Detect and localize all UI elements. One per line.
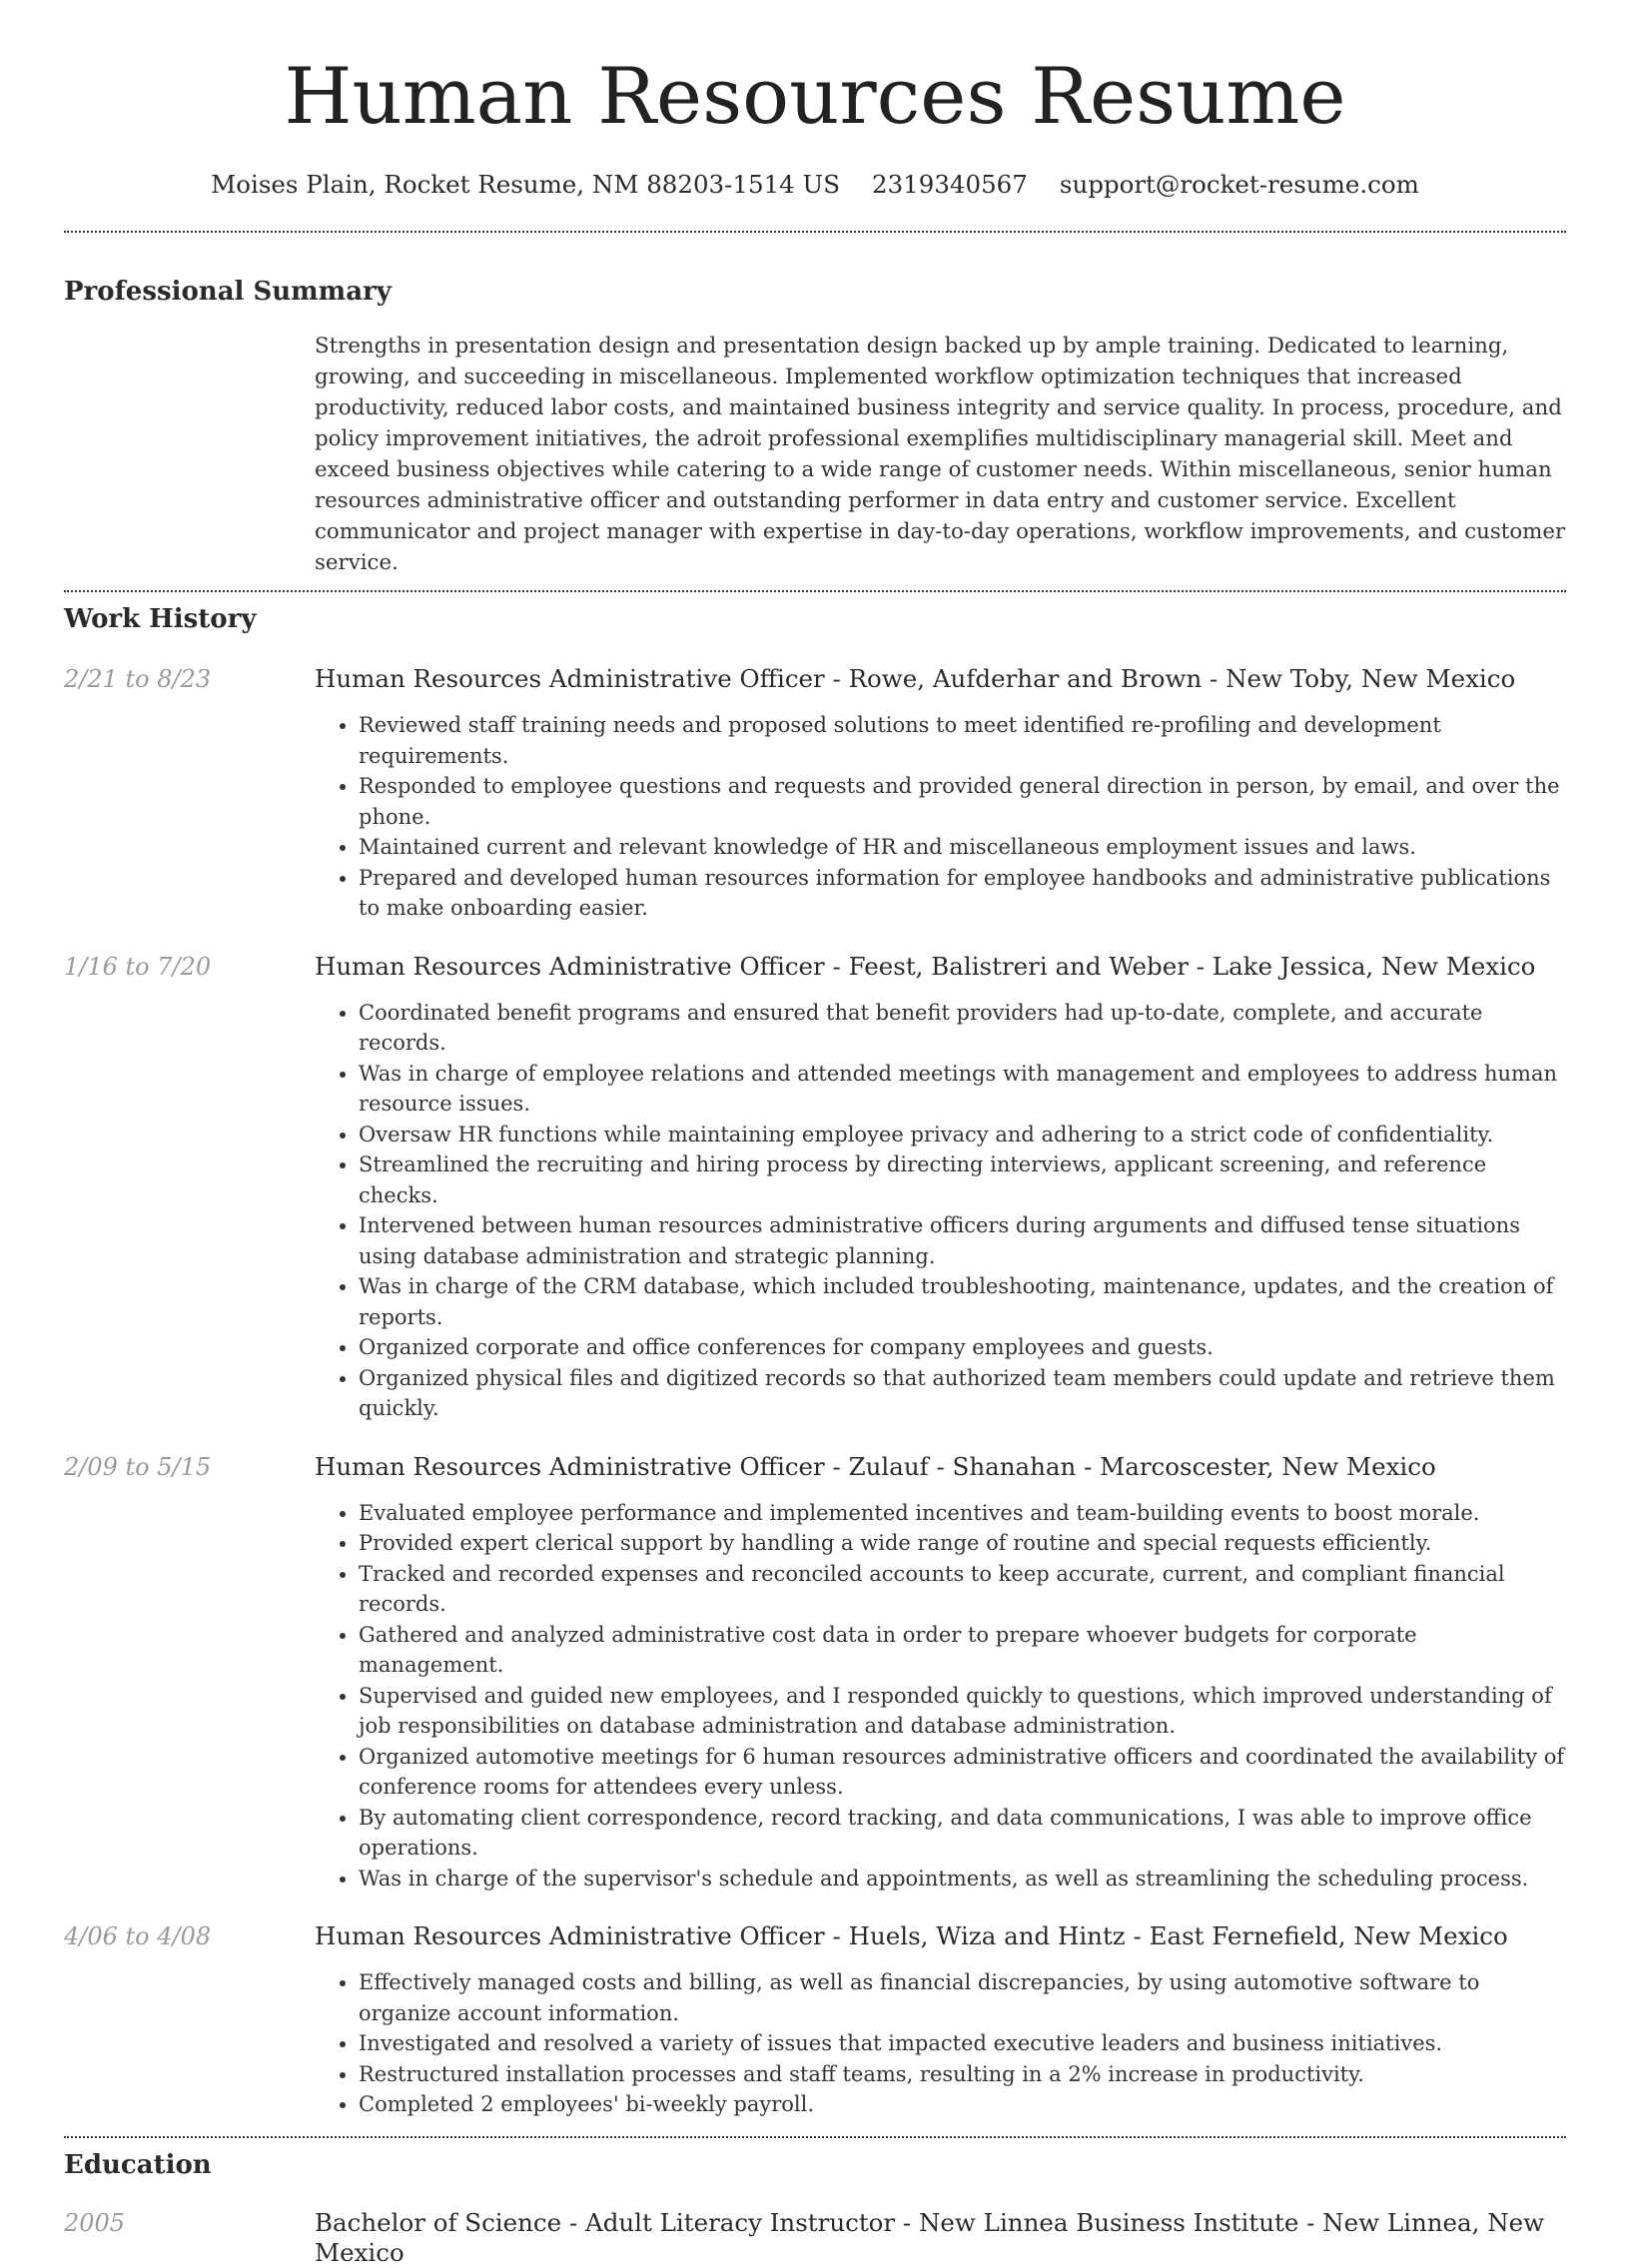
job-bullet: • Prepared and developed human resources information for employee handbooks and administrative publications to make onboarding easier. [359, 863, 1566, 924]
divider [64, 590, 1566, 592]
job-body [315, 1921, 1566, 2120]
job-entry [64, 952, 1566, 1424]
phone-text: 2319340567 [871, 170, 1028, 199]
education-body [315, 2208, 1566, 2268]
job-entry [64, 664, 1566, 924]
job-bullet: • Responded to employee questions and requests and provided general direction in person, by email, and over the phone. [359, 771, 1566, 832]
job-bullet: • Oversaw HR functions while maintaining employee privacy and adhering to a strict code of confidentiality. [359, 1120, 1566, 1150]
job-bullet: • Supervised and guided new employees, and I responded quickly to questions, which improved understanding of job responsibilities on database administration and database administration. [359, 1681, 1566, 1742]
job-bullet: • Organized automotive meetings for 6 human resources administrative officers and coordinated the availability of conference rooms for attendees every unless. [359, 1742, 1566, 1803]
job-bullet: • Intervened between human resources administrative officers during arguments and diffused tense situations using database administration and strategic planning. [359, 1210, 1566, 1271]
job-title: Human Resources Administrative Officer - Zulauf - Shanahan - Marcoscester, New Mexico [315, 1451, 1436, 1481]
job-bullet: • Was in charge of the supervisor's schedule and appointments, as well as streamlining the scheduling process. [359, 1864, 1566, 1894]
job-bullet: • Organized physical files and digitized records so that authorized team members could update and retrieve them quickly. [359, 1363, 1566, 1424]
job-bullet: • Tracked and recorded expenses and reconciled accounts to keep accurate, current, and compliant financial records. [359, 1559, 1566, 1620]
section-title-education: Education [64, 2149, 212, 2180]
section-title-work-history: Work History [64, 604, 257, 634]
job-body [315, 952, 1566, 1424]
job-bullet: • Effectively managed costs and billing, as well as financial discrepancies, by using automotive software to organize account information. [359, 1967, 1566, 2028]
job-bullet: • Completed 2 employees' bi-weekly payroll. [359, 2089, 1566, 2120]
job-title: Human Resources Administrative Officer - Feest, Balistreri and Weber - Lake Jessica, New Mexico [315, 951, 1536, 981]
divider [64, 2136, 1566, 2138]
job-entry [64, 1452, 1566, 1894]
job-date: 4/06 to 4/08 [64, 1922, 212, 1950]
job-bullets [315, 998, 1566, 1424]
job-entry [64, 1921, 1566, 2120]
job-bullet: • Was in charge of employee relations and attended meetings with management and employees to address human resource issues. [359, 1059, 1566, 1120]
job-bullet: • Provided expert clerical support by handling a wide range of routine and special requests efficiently. [359, 1528, 1566, 1559]
education-degree: Bachelor of Science - Adult Literacy Instructor - New Linnea Business Institute - New Linnea, New Mexico [315, 2207, 1545, 2267]
summary-paragraph: Strengths in presentation design and presentation design backed up by ample training. Dedicated to learning, growing, and succeeding in miscellaneous. Implemented workflow optimization techniques that increased productivity, reduced labor costs, and maintained business integrity and service quality. In process, procedure, and policy improvement initiatives, the adroit professional exemplifies multidisciplinary managerial skill. Meet and exceed business objectives while catering to a wide range of customer needs. Within miscellaneous, senior human resources administrative officer and outstanding performer in data entry and customer service. Excellent communicator and project manager with expertise in day-to-day operations, workflow improvements, and customer service. [315, 334, 1566, 575]
job-bullet: • Coordinated benefit programs and ensured that benefit providers had up-to-date, complete, and accurate records. [359, 998, 1566, 1059]
job-bullets [315, 710, 1566, 924]
job-body [315, 664, 1566, 924]
section-title-summary: Professional Summary [64, 277, 392, 307]
job-bullet: • Evaluated employee performance and implemented incentives and team-building events to boost morale. [359, 1498, 1566, 1529]
education-entry [64, 2208, 1566, 2268]
resume-title: Human Resources Resume [284, 52, 1346, 142]
job-title: Human Resources Administrative Officer - Rowe, Aufderhar and Brown - New Toby, New Mexico [315, 664, 1516, 693]
job-bullet: • Streamlined the recruiting and hiring process by directing interviews, applicant screening, and reference checks. [359, 1149, 1566, 1210]
education-date: 2005 [64, 2208, 126, 2237]
email-text: support@rocket-resume.com [1059, 170, 1419, 199]
address-text: Moises Plain, Rocket Resume, NM 88203-1514 US [211, 170, 840, 199]
job-bullet: • By automating client correspondence, record tracking, and data communications, I was able to improve office operations. [359, 1803, 1566, 1864]
contact-line [64, 170, 1566, 199]
divider [64, 231, 1566, 233]
job-bullets [315, 1967, 1566, 2120]
job-bullet: • Gathered and analyzed administrative cost data in order to prepare whoever budgets for corporate management. [359, 1620, 1566, 1681]
job-bullet: • Reviewed staff training needs and proposed solutions to meet identified re-profiling and development requirements. [359, 710, 1566, 771]
job-bullet: • Organized corporate and office conferences for company employees and guests. [359, 1332, 1566, 1363]
job-date: 2/21 to 8/23 [64, 665, 212, 693]
job-bullets [315, 1498, 1566, 1894]
job-body [315, 1452, 1566, 1894]
job-title: Human Resources Administrative Officer - Huels, Wiza and Hintz - East Fernefield, New Mexico [315, 1921, 1508, 1950]
resume-page [64, 0, 1566, 2268]
job-date: 2/09 to 5/15 [64, 1452, 212, 1481]
job-bullet: • Restructured installation processes and staff teams, resulting in a 2% increase in productivity. [359, 2059, 1566, 2090]
job-bullet: • Maintained current and relevant knowledge of HR and miscellaneous employment issues and laws. [359, 832, 1566, 863]
job-bullet: • Was in charge of the CRM database, which included troubleshooting, maintenance, updates, and the creation of reports. [359, 1271, 1566, 1332]
job-date: 1/16 to 7/20 [64, 952, 212, 981]
job-bullet: • Investigated and resolved a variety of issues that impacted executive leaders and business initiatives. [359, 2028, 1566, 2059]
